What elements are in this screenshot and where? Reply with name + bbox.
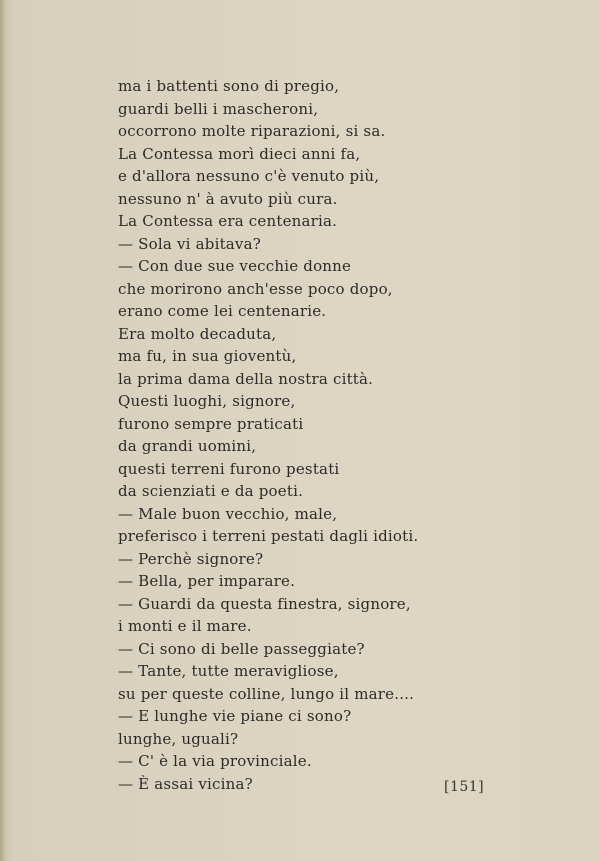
poem-line: i monti e il mare. — [118, 617, 252, 635]
poem-line: erano come lei centenarie. — [118, 302, 327, 320]
poem-line: La Contessa era centenaria. — [118, 212, 338, 230]
poem-line: furono sempre praticati — [118, 414, 304, 433]
poem-line: e d'allora nessuno c'è venuto più, — [118, 167, 380, 185]
poem-line: da grandi uomini, — [118, 437, 257, 455]
poem-line: Questi luoghi, signore, — [118, 392, 296, 410]
poem-line: guardi belli i mascheroni, — [118, 99, 319, 118]
poem-line: — Tante, tutte meravigliose, — [118, 662, 339, 680]
poem-line: nessuno n' à avuto più cura. — [118, 189, 338, 208]
poem-line: da scienziati e da poeti. — [118, 482, 304, 500]
page-edge-shadow — [0, 0, 6, 861]
poem-line: preferisco i terreni pestati dagli idioti. — [118, 527, 419, 545]
poem-line: lunghe, uguali? — [118, 729, 239, 748]
poem-line: su per queste colline, lungo il mare.... — [118, 684, 415, 703]
poem-line: — Ci sono di belle passeggiate? — [118, 639, 365, 658]
poem-line: La Contessa morì dieci anni fa, — [118, 144, 361, 163]
poem-line: — È assai vicina? — [118, 774, 253, 793]
poem-line: — Con due sue vecchie donne — [118, 257, 352, 275]
poem-line: ma fu, in sua gioventù, — [118, 347, 297, 365]
poem-line: — E lunghe vie piane ci sono? — [118, 707, 352, 725]
poem-text — [118, 75, 558, 795]
poem-line: — Sola vi abitava? — [118, 234, 261, 253]
poem-line: la prima dama della nostra città. — [118, 369, 374, 388]
poem-line: — Perchè signore? — [118, 549, 264, 568]
poem-line: Era molto decaduta, — [118, 324, 277, 343]
poem-line: che morirono anch'esse poco dopo, — [118, 279, 393, 298]
poem-line: occorrono molte riparazioni, si sa. — [118, 122, 386, 140]
poem-line: ma i battenti sono di pregio, — [118, 77, 340, 95]
poem-line: questi terreni furono pestati — [118, 459, 340, 478]
poem-line: — C' è la via provinciale. — [118, 752, 312, 770]
poem-line: — Male buon vecchio, male, — [118, 504, 338, 523]
poem-line: — Bella, per imparare. — [118, 572, 296, 590]
page-number: [151] — [444, 779, 485, 795]
poem-line: — Guardi da questa finestra, signore, — [118, 594, 411, 613]
